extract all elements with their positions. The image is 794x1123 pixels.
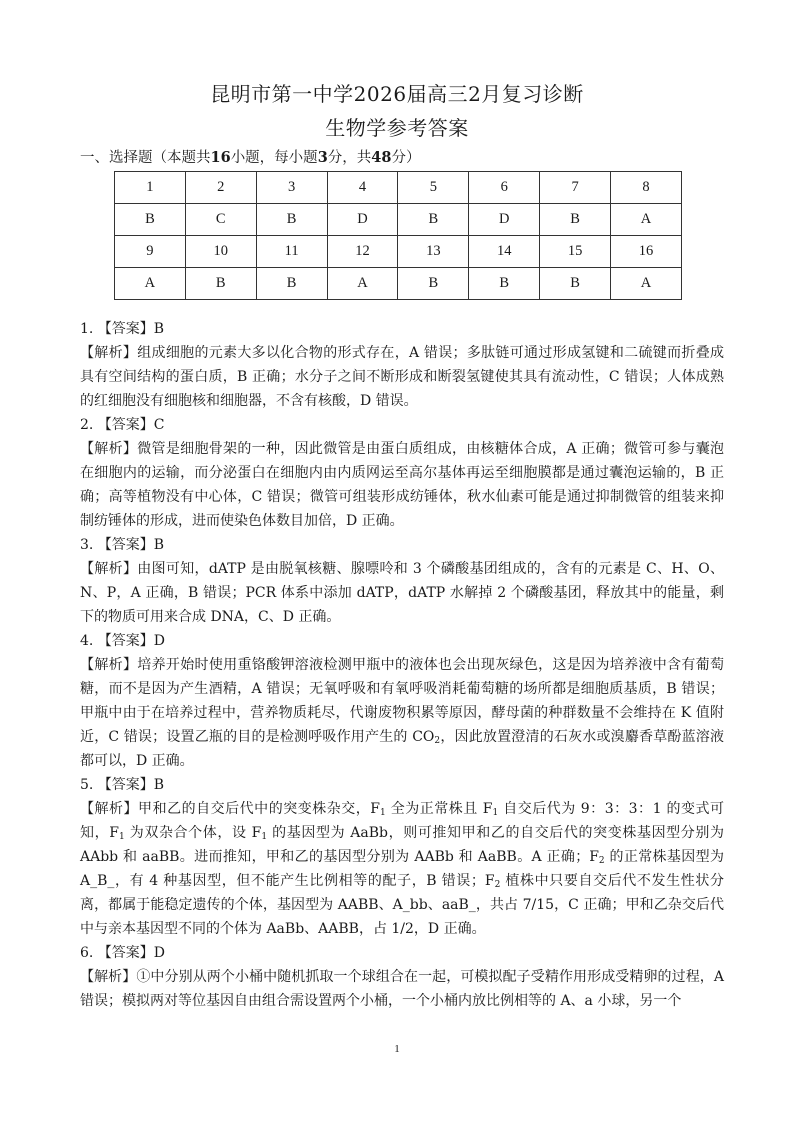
answer-table (114, 171, 682, 300)
table-cell: B (469, 268, 540, 300)
table-cell: B (115, 204, 186, 236)
table-cell: 5 (398, 172, 469, 204)
explanations (80, 317, 724, 1013)
table-cell: 3 (256, 172, 327, 204)
table-cell: B (185, 268, 256, 300)
table-cell: 11 (256, 236, 327, 268)
table-cell: D (469, 204, 540, 236)
table-cell: 9 (115, 236, 186, 268)
table-cell: B (256, 268, 327, 300)
table-cell: 1 (115, 172, 186, 204)
table-cell: A (611, 268, 682, 300)
table-cell: 7 (540, 172, 611, 204)
table-row (115, 236, 682, 268)
table-cell: A (115, 268, 186, 300)
analysis-2: 【解析】微管是细胞骨架的一种，因此微管是由蛋白质组成，由核糖体合成，A 正确；微管可参与囊泡在细胞内的运输，而分泌蛋白在细胞内由内质网运至高尔基体再运至细胞膜都是通过囊泡运输的，B 正确；高等植物没有中心体，C 错误；微管可组装形成纺锤体，秋水仙素可能是通过抑制微管的组装来抑制纺锤体的形成，进而使染色体数目加倍，D 正确。 (80, 441, 724, 529)
page-subtitle: 生物学参考答案 (325, 116, 469, 140)
page-title: 昆明市第一中学2026届高三2月复习诊断 (210, 82, 584, 106)
table-cell: B (540, 204, 611, 236)
analysis-3: 【解析】由图可知，dATP 是由脱氧核糖、腺嘌呤和 3 个磷酸基团组成的，含有的元素是 C、H、O、N、P，A 正确，B 错误；PCR 体系中添加 dATP，dATP 水解掉 2 个磷酸基团，释放其中的能量，剩下的物质可用来合成 DNA，C、D 正确。 (80, 561, 724, 625)
table-cell: 13 (398, 236, 469, 268)
answer-line-1: 1. 【答案】B (80, 321, 165, 337)
analysis-5: 【解析】甲和乙的自交后代中的突变株杂交，$F_1$ 全为正常株且 $F_1$ 自交后代为 9：3：3：1 的变式可知，$F_1$ 为双杂合个体，设 $F_1$ 的基因型为 AaBb，则可推知甲和乙的自交后代的突变株基因型分别为 AAbb 和 aaBB。进而推知，甲和乙的基因型分别为 AABb 和 AaBB。A 正确；$F_2$ 的正常株基因型为 A_B_，有 4 种基因型，但不能产生比例相等的配子，B 错误；$F_2$ 植株中只要自交后代不发生性状分离，都属于能稳定遗传的个体，基因型为 AABB、A_bb、aaB_，共占 7/15，C 正确；甲和乙杂交后代中与亲本基因型不同的个体为 AaBb、AABB，占 1/2，D 正确。 (80, 801, 725, 937)
page-number: 1 (394, 1043, 400, 1055)
table-cell: 2 (185, 172, 256, 204)
table-cell: B (398, 268, 469, 300)
table-cell: 14 (469, 236, 540, 268)
table-cell: 15 (540, 236, 611, 268)
table-cell: C (185, 204, 256, 236)
table-row (115, 172, 682, 204)
analysis-1: 【解析】组成细胞的元素大多以化合物的形式存在，A 错误；多肽链可通过形成氢键和二硫键而折叠成具有空间结构的蛋白质，B 正确；水分子之间不断形成和断裂氢键使其具有流动性，C 错误；人体成熟的红细胞没有细胞核和细胞器，不含有核酸，D 错误。 (80, 345, 724, 409)
table-cell: 4 (327, 172, 398, 204)
table-cell: B (540, 268, 611, 300)
table-cell: 10 (185, 236, 256, 268)
answer-line-3: 3. 【答案】B (80, 537, 165, 553)
table-cell: 12 (327, 236, 398, 268)
answer-line-4: 4. 【答案】D (80, 633, 166, 649)
table-cell: B (398, 204, 469, 236)
answer-line-6: 6. 【答案】D (80, 945, 166, 961)
table-cell: 8 (611, 172, 682, 204)
answer-line-2: 2. 【答案】C (80, 417, 165, 433)
table-row (115, 204, 682, 236)
table-cell: B (256, 204, 327, 236)
table-row (115, 268, 682, 300)
section-heading: 一、选择题（本题共16小题，每小题3分，共48分） (80, 149, 421, 166)
table-cell: A (327, 268, 398, 300)
table-cell: 16 (611, 236, 682, 268)
analysis-6: 【解析】①中分别从两个小桶中随机抓取一个球组合在一起，可模拟配子受精作用形成受精卵的过程，A 错误；模拟两对等位基因自由组合需设置两个小桶，一个小桶内放比例相等的 A、a 小球，另一个 (80, 969, 724, 1009)
table-cell: 6 (469, 172, 540, 204)
answer-line-5: 5. 【答案】B (80, 777, 165, 793)
table-cell: A (611, 204, 682, 236)
table-cell: D (327, 204, 398, 236)
analysis-4: 【解析】培养开始时使用重铬酸钾溶液检测甲瓶中的液体也会出现灰绿色，这是因为培养液中含有葡萄糖，而不是因为产生酒精，A 错误；无氧呼吸和有氧呼吸消耗葡萄糖的场所都是细胞质基质，B 错误；甲瓶中由于在培养过程中，营养物质耗尽，代谢废物积累等原因，酵母菌的种群数量不会维持在 K 值附近，C 错误；设置乙瓶的目的是检测呼吸作用产生的 $CO_2$，因此放置澄清的石灰水或溴麝香草酚蓝溶液都可以，D 正确。 (80, 657, 724, 769)
